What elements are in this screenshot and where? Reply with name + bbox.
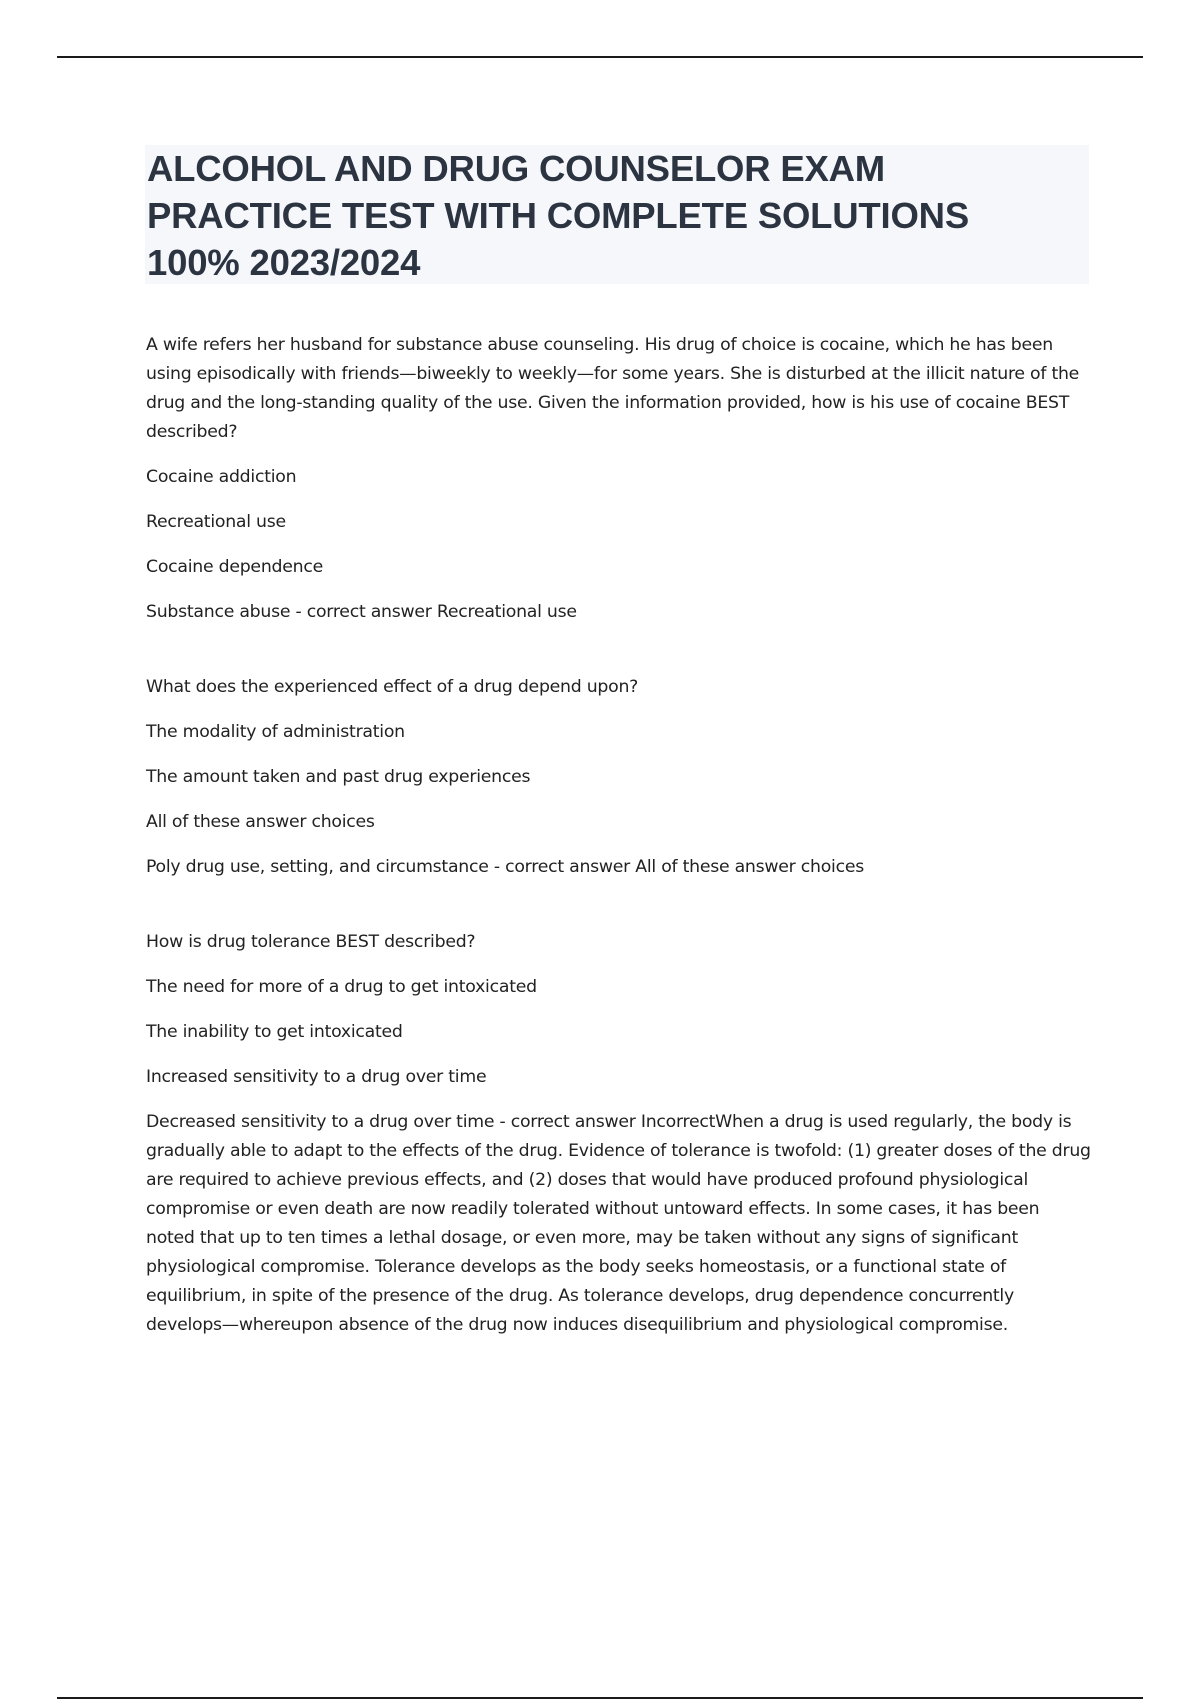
question-text: What does the experienced effect of a drug depend upon? [146, 677, 639, 697]
answer-option: The inability to get intoxicated [146, 1022, 403, 1042]
top-rule [57, 56, 1143, 58]
title-banner [145, 145, 1089, 284]
answer-option: The need for more of a drug to get intoxicated [146, 977, 537, 997]
correct-answer: Poly drug use, setting, and circumstance - correct answer All of these answer choices [146, 857, 864, 877]
answer-option: The modality of administration [146, 722, 405, 742]
answer-option: All of these answer choices [146, 812, 375, 832]
correct-answer: Substance abuse - correct answer Recreational use [146, 602, 577, 622]
answer-option: Increased sensitivity to a drug over time [146, 1067, 487, 1087]
document-title: ALCOHOL AND DRUG COUNSELOR EXAM PRACTICE TEST WITH COMPLETE SOLUTIONS 100% 2023/2024 [147, 148, 969, 283]
answer-option: Recreational use [146, 512, 286, 532]
correct-answer: Decreased sensitivity to a drug over time - correct answer IncorrectWhen a drug is used regularly, the body is gradually able to adapt to the effects of the drug. Evidence of tolerance is twofold: (1) greater doses of the drug are required to achieve previous effects, and (2) doses that would have produced profound physiological compromise or even death are now readily tolerated without untoward effects. In some cases, it has been noted that up to ten times a lethal dosage, or even more, may be taken without any signs of significant physiological compromise. Tolerance develops as the body seeks homeostasis, or a functional state of equilibrium, in spite of the presence of the drug. As tolerance develops, drug dependence concurrently develops—whereupon absence of the drug now induces disequilibrium and physiological compromise. [146, 1112, 1091, 1335]
question-spacer [146, 882, 1091, 928]
question-text: A wife refers her husband for substance abuse counseling. His drug of choice is cocaine, which he has been using episodically with friends—biweekly to weekly—for some years. She is disturbed at the illicit nature of the drug and the long-standing quality of the use. Given the information provided, how is his use of cocaine BEST described? [146, 335, 1080, 442]
answer-option: The amount taken and past drug experiences [146, 767, 531, 787]
question-text: How is drug tolerance BEST described? [146, 932, 476, 952]
question-block-2 [146, 673, 1091, 882]
question-block-1 [146, 331, 1091, 627]
answer-option: Cocaine addiction [146, 467, 297, 487]
document-body [146, 331, 1091, 1340]
question-spacer [146, 627, 1091, 673]
answer-option: Cocaine dependence [146, 557, 323, 577]
question-block-3 [146, 928, 1091, 1340]
bottom-rule [57, 1697, 1143, 1699]
